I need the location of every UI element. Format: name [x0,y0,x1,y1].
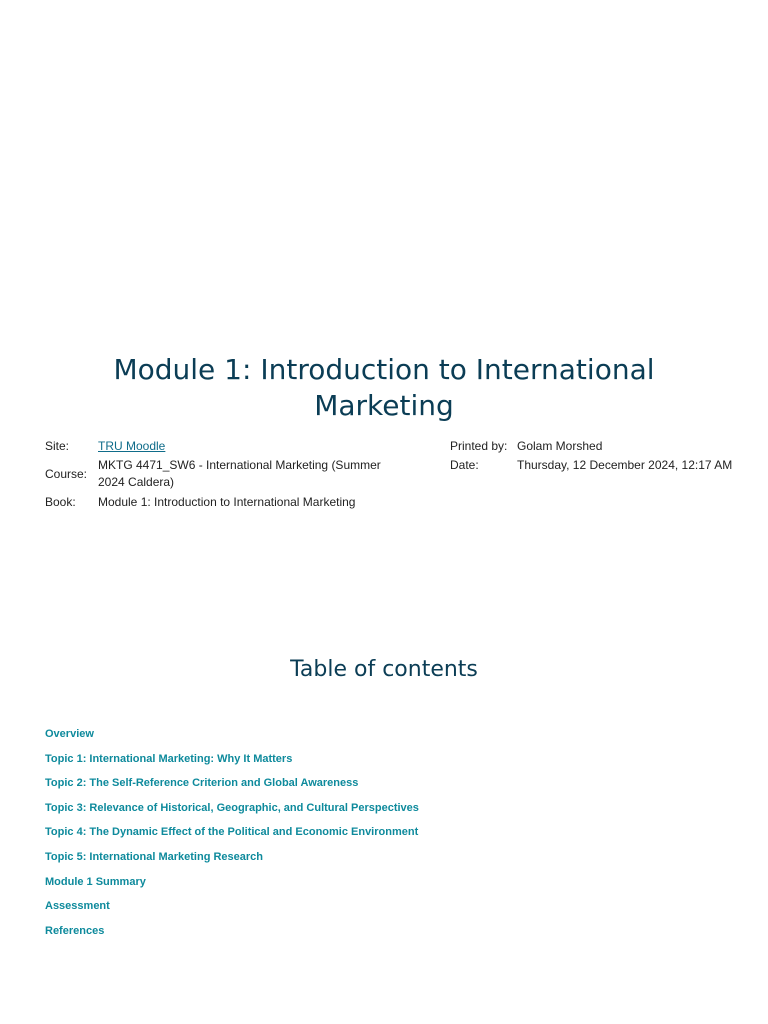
toc-item [45,921,419,946]
site-label: Site: [45,439,70,453]
toc-title: Table of contents [290,657,478,682]
toc-item [45,724,419,749]
toc-item [45,749,419,774]
book-info-right [450,438,750,478]
date-label: Date: [450,458,479,472]
book-info-left [45,438,405,518]
toc-link-topic-2[interactable]: Topic 2: The Self-Reference Criterion and Global Awareness [45,777,359,790]
toc-link-topic-5[interactable]: Topic 5: International Marketing Research [45,850,264,863]
book-value: Module 1: Introduction to International Marketing [98,495,356,509]
toc-list [45,724,419,945]
toc-link-overview[interactable]: Overview [45,728,94,740]
printed-by-label: Printed by: [450,439,508,453]
toc-item [45,896,419,921]
printed-by-value: Golam Morshed [517,439,603,453]
toc-item [45,798,419,823]
course-value: MKTG 4471_SW6 - International Marketing (Summer 2024 Caldera) [98,458,381,489]
toc-item [45,847,419,872]
book-title: Module 1: Introduction to International Marketing [113,353,655,422]
site-link[interactable]: TRU Moodle [98,439,166,453]
toc-item [45,872,419,897]
toc-item [45,822,419,847]
date-value: Thursday, 12 December 2024, 12:17 AM [517,458,733,472]
toc-link-assessment[interactable]: Assessment [45,900,110,913]
course-label: Course: [45,467,88,481]
toc-link-topic-4[interactable]: Topic 4: The Dynamic Effect of the Political and Economic Environment [45,826,419,839]
toc-link-topic-3[interactable]: Topic 3: Relevance of Historical, Geographic, and Cultural Perspectives [45,801,419,814]
toc-link-topic-1[interactable]: Topic 1: International Marketing: Why It Matters [45,752,293,765]
toc-link-references[interactable]: References [45,924,105,937]
toc-item [45,773,419,798]
book-label: Book: [45,495,76,509]
site-value [98,438,388,455]
toc-link-summary[interactable]: Module 1 Summary [45,875,146,888]
